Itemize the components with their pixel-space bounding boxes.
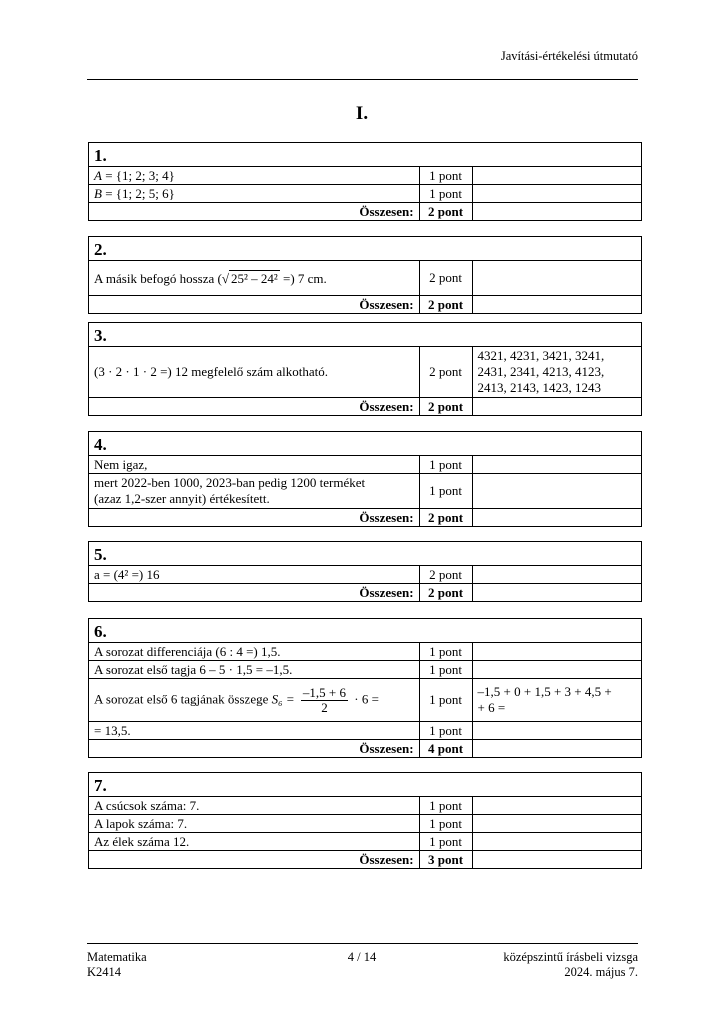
task-6-table bbox=[88, 618, 642, 758]
points-cell: 2 pont bbox=[419, 261, 472, 296]
answer-cell: A sorozat differenciája (6 : 4 =) 1,5. bbox=[89, 643, 420, 661]
note-cell bbox=[472, 185, 641, 203]
total-points: 4 pont bbox=[419, 740, 472, 758]
total-points: 2 pont bbox=[419, 203, 472, 221]
points-cell: 1 pont bbox=[419, 185, 472, 203]
total-row bbox=[89, 851, 642, 869]
task-7-table bbox=[88, 772, 642, 869]
answer-cell: A = {1; 2; 3; 4} bbox=[89, 167, 420, 185]
answer-cell: a = (4² =) 16 bbox=[89, 566, 420, 584]
footer-rule bbox=[87, 943, 638, 944]
task-4-table bbox=[88, 431, 642, 527]
table-row bbox=[89, 347, 642, 398]
note-cell bbox=[472, 456, 641, 474]
footer-exam: középszintű írásbeli vizsga bbox=[503, 950, 638, 964]
total-label: Összesen: bbox=[89, 203, 420, 221]
table-row bbox=[89, 722, 642, 740]
table-row bbox=[89, 185, 642, 203]
footer-code: K2414 bbox=[87, 965, 122, 979]
total-points: 3 pont bbox=[419, 851, 472, 869]
total-row bbox=[89, 398, 642, 416]
points-cell: 1 pont bbox=[419, 456, 472, 474]
points-cell: 1 pont bbox=[419, 833, 472, 851]
task-number: 7. bbox=[89, 773, 642, 797]
answer-cell: = 13,5. bbox=[89, 722, 420, 740]
note-cell: –1,5 + 0 + 1,5 + 3 + 4,5 + + 6 = bbox=[472, 679, 641, 722]
note-cell bbox=[472, 203, 641, 221]
task-number: 6. bbox=[89, 619, 642, 643]
points-cell: 1 pont bbox=[419, 474, 472, 509]
answer-cell: A lapok száma: 7. bbox=[89, 815, 420, 833]
task-number: 5. bbox=[89, 542, 642, 566]
task-5-table bbox=[88, 541, 642, 602]
task-2-table bbox=[88, 236, 642, 314]
note-cell bbox=[472, 261, 641, 296]
footer-subject: Matematika bbox=[87, 950, 147, 964]
note-cell bbox=[472, 398, 641, 416]
note-cell bbox=[472, 661, 641, 679]
fraction: $\frac{-1,5 + 6}{2}$ bbox=[302, 684, 347, 715]
note-cell bbox=[472, 722, 641, 740]
points-cell: 2 pont bbox=[419, 347, 472, 398]
points-cell: 1 pont bbox=[419, 815, 472, 833]
points-cell: 1 pont bbox=[419, 797, 472, 815]
note-cell bbox=[472, 584, 641, 602]
header-title: Javítási-értékelési útmutató bbox=[500, 49, 638, 63]
table-row bbox=[89, 566, 642, 584]
note-cell bbox=[472, 167, 641, 185]
note-cell: 4321, 4231, 3421, 3241, 2431, 2341, 4213, 4123, 2413, 2143, 1423, 1243 bbox=[472, 347, 641, 398]
table-row bbox=[89, 815, 642, 833]
table-row bbox=[89, 661, 642, 679]
table-row bbox=[89, 679, 642, 722]
total-points: 2 pont bbox=[419, 398, 472, 416]
answer-cell: Nem igaz, bbox=[89, 456, 420, 474]
note-cell bbox=[472, 833, 641, 851]
total-label: Összesen: bbox=[89, 398, 420, 416]
points-cell: 1 pont bbox=[419, 643, 472, 661]
points-cell: 1 pont bbox=[419, 661, 472, 679]
total-label: Összesen: bbox=[89, 851, 420, 869]
table-row bbox=[89, 474, 642, 509]
points-cell: 1 pont bbox=[419, 679, 472, 722]
page-number: 4 / 14 bbox=[347, 950, 377, 964]
task-number: 2. bbox=[89, 237, 642, 261]
total-points: 2 pont bbox=[419, 296, 472, 314]
square-root: 25² – 24² bbox=[230, 270, 278, 286]
task-3-table bbox=[88, 322, 642, 416]
answer-cell: B = {1; 2; 5; 6} bbox=[89, 185, 420, 203]
note-cell bbox=[472, 474, 641, 509]
answer-cell: (3 · 2 · 1 · 2 =) 12 megfelelő szám alkotható. bbox=[89, 347, 420, 398]
total-row bbox=[89, 584, 642, 602]
table-row bbox=[89, 643, 642, 661]
note-cell bbox=[472, 566, 641, 584]
table-row bbox=[89, 261, 642, 296]
total-label: Összesen: bbox=[89, 296, 420, 314]
total-points: 2 pont bbox=[419, 584, 472, 602]
header-rule bbox=[87, 79, 638, 80]
table-row bbox=[89, 456, 642, 474]
answer-cell: Az élek száma 12. bbox=[89, 833, 420, 851]
total-row bbox=[89, 740, 642, 758]
task-number: 1. bbox=[89, 143, 642, 167]
points-cell: 2 pont bbox=[419, 566, 472, 584]
table-row bbox=[89, 833, 642, 851]
total-row bbox=[89, 509, 642, 527]
answer-cell: A másik befogó hossza (√ 25² – 24² =) 7 cm. bbox=[89, 261, 420, 296]
total-row bbox=[89, 296, 642, 314]
task-number: 4. bbox=[89, 432, 642, 456]
answer-cell: A sorozat első 6 tagjának összege S₆ = $\frac{-1,5 + 6}{2}$ · 6 = bbox=[89, 679, 420, 722]
total-label: Összesen: bbox=[89, 740, 420, 758]
note-cell bbox=[472, 815, 641, 833]
total-label: Összesen: bbox=[89, 584, 420, 602]
footer-right bbox=[503, 950, 638, 980]
note-cell bbox=[472, 509, 641, 527]
note-cell bbox=[472, 851, 641, 869]
task-number: 3. bbox=[89, 323, 642, 347]
note-cell bbox=[472, 643, 641, 661]
total-points: 2 pont bbox=[419, 509, 472, 527]
answer-cell: A csúcsok száma: 7. bbox=[89, 797, 420, 815]
points-cell: 1 pont bbox=[419, 722, 472, 740]
total-row bbox=[89, 203, 642, 221]
answer-cell: mert 2022-ben 1000, 2023-ban pedig 1200 terméket (azaz 1,2-szer annyit) értékesített. bbox=[89, 474, 420, 509]
note-cell bbox=[472, 296, 641, 314]
part-title: I. bbox=[355, 103, 369, 124]
table-row bbox=[89, 167, 642, 185]
points-cell: 1 pont bbox=[419, 167, 472, 185]
note-cell bbox=[472, 740, 641, 758]
answer-cell: A sorozat első tagja 6 – 5 · 1,5 = –1,5. bbox=[89, 661, 420, 679]
table-row bbox=[89, 797, 642, 815]
footer-date: 2024. május 7. bbox=[564, 965, 638, 979]
note-cell bbox=[472, 797, 641, 815]
task-1-table bbox=[88, 142, 642, 221]
total-label: Összesen: bbox=[89, 509, 420, 527]
